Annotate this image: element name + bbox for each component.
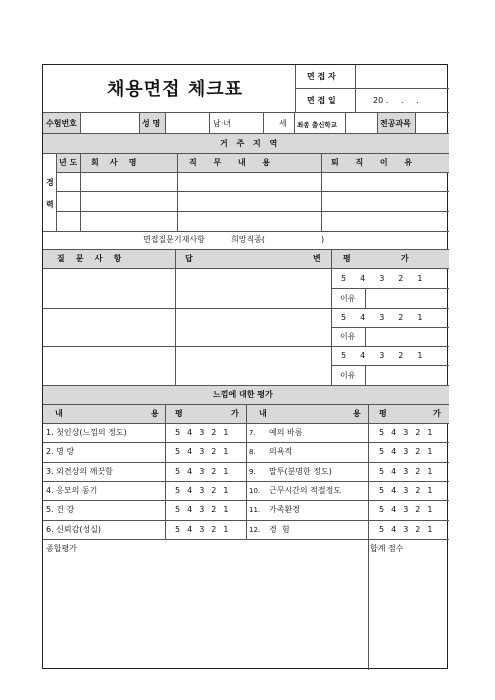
gender-label: 남·녀: [213, 119, 231, 128]
impression-item-left: 2. 명 랑: [46, 447, 75, 457]
impression-item-right-number: 10.: [249, 486, 261, 495]
total-score-label: 합계 점수: [370, 544, 404, 553]
impression-item-right: 경 험: [269, 524, 290, 534]
name-field[interactable]: [166, 113, 209, 133]
school-field[interactable]: [346, 113, 377, 133]
career-col-company: 회 사 명: [91, 158, 137, 167]
name-label: 성 명: [142, 119, 161, 128]
impression-col-score-a: 평: [175, 409, 183, 418]
school-label: 최종 출신학교: [297, 121, 337, 129]
exam-number-field[interactable]: [81, 113, 139, 133]
career-side-label-1: 경: [46, 178, 54, 187]
impression-item-right-number: 12.: [249, 525, 261, 534]
impression-item-left: 4. 응모의 동기: [46, 485, 98, 495]
form-title: 채용면접 체크표: [107, 79, 243, 100]
impression-item-right-number: 11.: [249, 506, 261, 515]
interviewer-label: 면 접 자: [307, 72, 336, 81]
residence-label: 거 주 지 역: [220, 139, 281, 148]
impression-scale-left[interactable]: 5 4 3 2 1: [175, 428, 229, 437]
q3-reason-label: 이유: [340, 371, 356, 380]
impression-item-left: 1. 첫인상(느낌의 정도): [46, 428, 127, 437]
impression-item-right-number: 9.: [249, 467, 256, 476]
impression-scale-right[interactable]: 5 4 3 2 1: [379, 524, 433, 534]
impression-item-right: 가족환경: [269, 505, 300, 515]
score-col-label: 평 가: [343, 254, 409, 263]
interview-date-field[interactable]: 20 . . .: [373, 96, 419, 105]
career-col-year: 년 도: [59, 158, 78, 167]
impression-scale-left[interactable]: 5 4 3 2 1: [175, 524, 229, 534]
overall-evaluation-field[interactable]: [44, 557, 367, 669]
q1-scale: 5 4 3 2 1: [341, 274, 423, 283]
impression-scale-left[interactable]: 5 4 3 2 1: [175, 505, 229, 515]
impression-item-left: 6. 신뢰감(성실): [46, 524, 102, 534]
impression-title: 느낌에 대한 평가: [213, 390, 273, 399]
impression-item-left: 5. 건 강: [46, 505, 75, 515]
interview-checklist-form: [42, 64, 448, 669]
impression-scale-right[interactable]: 5 4 3 2 1: [379, 447, 433, 457]
impression-scale-right[interactable]: 5 4 3 2 1: [379, 485, 433, 495]
impression-item-right-number: 7.: [249, 429, 256, 437]
career-col-duties: 직 무 내 용: [189, 158, 271, 167]
impression-scale-left[interactable]: 5 4 3 2 1: [175, 485, 229, 495]
answer-col-label-b: 변: [313, 254, 321, 263]
impression-col-score-c: 평: [379, 409, 387, 418]
impression-col-item-b: 용: [151, 409, 159, 418]
impression-scale-left[interactable]: 5 4 3 2 1: [175, 466, 229, 476]
impression-col-score-d: 가: [433, 409, 441, 418]
q3-scale: 5 4 3 2 1: [341, 351, 423, 360]
impression-col-item-a: 내: [55, 409, 63, 418]
answer-col-label-a: 답: [185, 254, 193, 263]
impression-item-right-number: 8.: [249, 448, 256, 457]
impression-scale-left[interactable]: 5 4 3 2 1: [175, 447, 229, 457]
major-field[interactable]: [416, 113, 449, 133]
career-side-label-2: 력: [46, 200, 54, 209]
interviewer-field[interactable]: [356, 66, 448, 87]
impression-scale-right[interactable]: 5 4 3 2 1: [379, 505, 433, 515]
career-col-reason: 퇴 직 이 유: [331, 158, 413, 167]
total-score-field[interactable]: [369, 557, 448, 669]
interview-notes-label: 면접질문기재사항: [143, 235, 205, 244]
impression-scale-right[interactable]: 5 4 3 2 1: [379, 466, 433, 476]
overall-evaluation-label: 종합평가: [46, 544, 77, 553]
impression-item-right: 의욕적: [269, 447, 293, 457]
age-field[interactable]: [237, 113, 263, 133]
impression-item-left: 3. 외견상의 깨끗함: [46, 466, 113, 476]
interview-date-label: 면 접 일: [307, 96, 336, 105]
desired-job-label: 희망직종( ): [231, 235, 325, 244]
impression-item-right: 근무시간의 적절정도: [269, 485, 342, 495]
major-label: 전공과목: [380, 119, 411, 128]
impression-scale-right[interactable]: 5 4 3 2 1: [379, 428, 433, 437]
q2-scale: 5 4 3 2 1: [341, 313, 423, 322]
q1-reason-label: 이유: [340, 294, 356, 303]
q2-reason-label: 이유: [340, 332, 356, 341]
impression-item-right: 예의 바름: [269, 428, 303, 437]
impression-col-item-c: 내: [259, 409, 267, 418]
impression-item-right: 말투(분명한 정도): [269, 466, 332, 476]
impression-col-score-b: 가: [231, 409, 239, 418]
impression-col-item-d: 용: [353, 409, 361, 418]
exam-number-label: 수험번호: [46, 119, 77, 128]
question-col-label: 질 문 사 항: [57, 254, 122, 263]
age-label: 세: [279, 119, 287, 128]
